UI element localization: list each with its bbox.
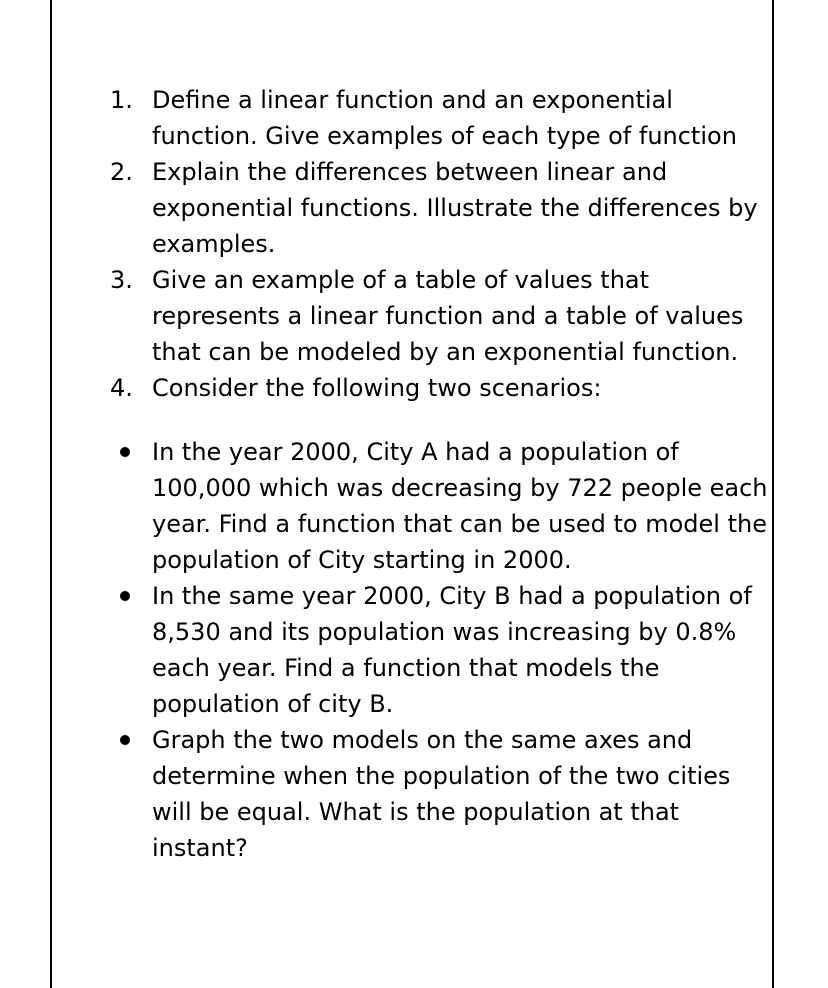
bullet-icon [120, 447, 130, 457]
bullet-icon [120, 735, 130, 745]
list-item-3 [110, 262, 770, 370]
question-content [110, 82, 770, 866]
bullet-list [110, 434, 770, 866]
list-item-4 [110, 370, 770, 406]
item-number: 3. [110, 266, 133, 294]
bullet-item-2 [110, 578, 770, 722]
bullet-text: In the same year 2000, City B had a population of 8,530 and its population was increasing by 0.8% each year. Find a function that models the population of city B. [152, 582, 752, 718]
item-number: 1. [110, 86, 133, 114]
item-text: Explain the differences between linear and exponential functions. Illustrate the differences by examples. [152, 158, 758, 258]
item-number: 4. [110, 374, 133, 402]
bullet-item-3 [110, 722, 770, 866]
bullet-text: Graph the two models on the same axes and determine when the population of the two cities will be equal. What is the population at that instant? [152, 726, 731, 862]
bullet-text: In the year 2000, City A had a population of 100,000 which was decreasing by 722 people each year. Find a function that can be used to model the population of City starting in 2000. [152, 438, 768, 574]
item-text: Consider the following two scenarios: [152, 374, 602, 402]
item-text: Define a linear function and an exponential function. Give examples of each type of function [152, 86, 737, 150]
bullet-item-1 [110, 434, 770, 578]
item-text: Give an example of a table of values that represents a linear function and a table of values that can be modeled by an exponential function. [152, 266, 744, 366]
numbered-list [110, 82, 770, 406]
bullet-icon [120, 591, 130, 601]
item-number: 2. [110, 158, 133, 186]
list-item-2 [110, 154, 770, 262]
list-item-1 [110, 82, 770, 154]
